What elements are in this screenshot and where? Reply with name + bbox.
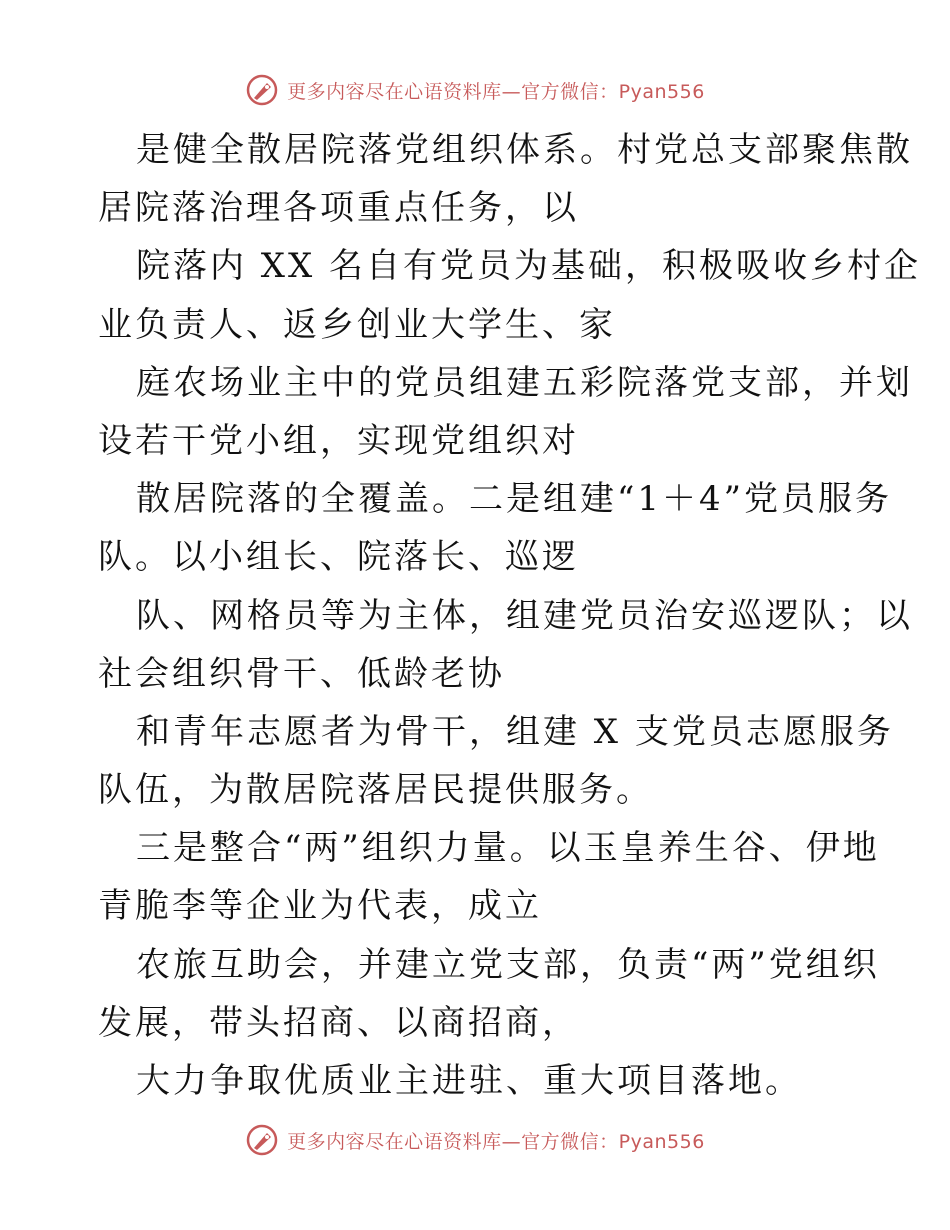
paragraph — [98, 354, 913, 470]
text-line: 庭农场业主中的党员组建五彩院落党支部，并划 — [136, 362, 913, 403]
text-line: 社会组织骨干、低龄老协 — [98, 653, 505, 694]
text-line: 队。以小组长、院落长、巡逻 — [98, 537, 579, 578]
text-line: 散居院落的全覆盖。二是组建“1＋4”党员服务 — [136, 479, 893, 520]
text-line: 是健全散居院落党组织体系。村党总支部聚焦散 — [136, 130, 913, 170]
paragraph — [98, 237, 922, 353]
paragraph — [98, 936, 880, 1052]
pen-nib-icon — [245, 73, 279, 107]
text-line: 青脆李等企业为代表，成立 — [98, 886, 542, 927]
paragraph — [98, 819, 880, 935]
header-watermark — [0, 70, 950, 110]
text-line: 居院落治理各项重点任务，以 — [98, 188, 579, 229]
watermark-text: 更多内容尽在心语资料库—官方微信：Pyan556 — [287, 1130, 705, 1153]
footer-watermark — [0, 1120, 950, 1160]
text-line: 院落内 XX 名自有党员为基础，积极吸收乡村企 — [136, 246, 922, 287]
text-line: 设若干党小组，实现党组织对 — [98, 420, 579, 461]
paragraph — [98, 1052, 858, 1110]
text-line: 队伍，为散居院落居民提供服务。 — [98, 770, 653, 811]
paragraph — [98, 121, 913, 237]
paragraph — [98, 703, 894, 819]
text-line: 队、网格员等为主体，组建党员治安巡逻队；以 — [136, 595, 913, 636]
text-line: 发展，带头招商、以商招商， — [98, 1002, 579, 1043]
paragraph — [98, 587, 913, 703]
document-body — [98, 121, 922, 1110]
text-line: 农旅互助会，并建立党支部，负责“两”党组织 — [136, 944, 880, 985]
pen-nib-icon — [245, 1123, 279, 1157]
text-line: 和青年志愿者为骨干，组建 X 支党员志愿服务 — [136, 711, 894, 752]
watermark-text: 更多内容尽在心语资料库—官方微信：Pyan556 — [287, 80, 705, 103]
text-line: 三是整合“两”组织力量。以玉皇养生谷、伊地 — [136, 828, 880, 869]
text-line: 大力争取优质业主进驻、重大项目落地。 — [136, 1061, 802, 1101]
text-line: 业负责人、返乡创业大学生、家 — [98, 304, 616, 345]
paragraph — [98, 470, 893, 586]
